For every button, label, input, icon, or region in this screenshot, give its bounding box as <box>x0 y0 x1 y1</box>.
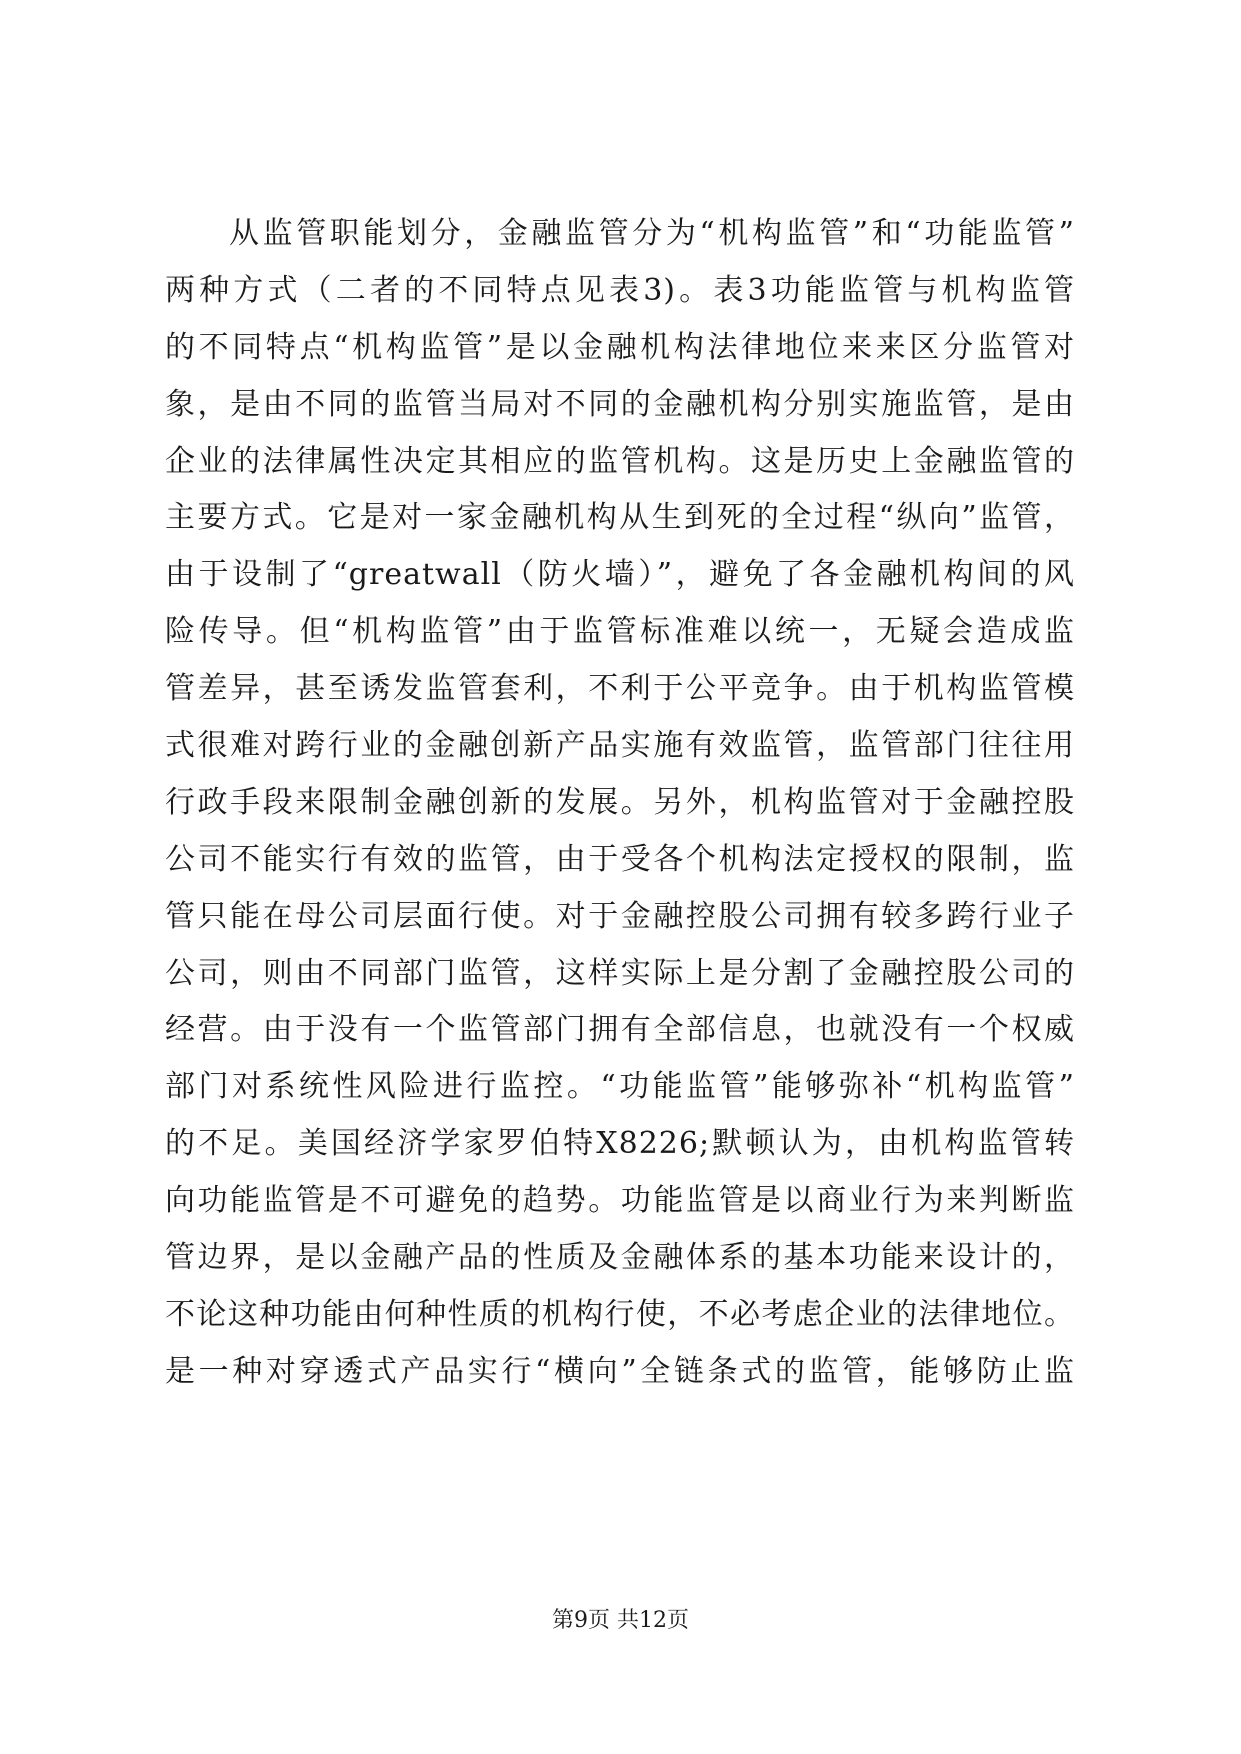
text-line: 主要方式。它是对一家金融机构从生到死的全过程“纵向”监管， <box>165 500 1075 536</box>
text-line: 管只能在母公司层面行使。对于金融控股公司拥有较多跨行业子 <box>165 898 1075 934</box>
page-number-footer: 第9页 共12页 <box>552 1608 689 1633</box>
text-line: 由于设制了“greatwall（防火墙）”，避免了各金融机构间的风 <box>165 557 1075 593</box>
text-line: 象，是由不同的监管当局对不同的金融机构分别实施监管，是由 <box>165 386 1075 422</box>
text-line: 不论这种功能由何种性质的机构行使，不必考虑企业的法律地位。 <box>165 1296 1075 1332</box>
text-line: 部门对系统性风险进行监控。“功能监管”能够弥补“机构监管” <box>165 1069 1075 1105</box>
text-line: 两种方式（二者的不同特点见表3)。表3功能监管与机构监管 <box>165 272 1075 308</box>
text-line: 企业的法律属性决定其相应的监管机构。这是历史上金融监管的 <box>165 443 1075 479</box>
text-line: 行政手段来限制金融创新的发展。另外，机构监管对于金融控股 <box>165 784 1075 820</box>
body-paragraph <box>165 206 1075 1401</box>
text-line: 经营。由于没有一个监管部门拥有全部信息，也就没有一个权威 <box>165 1012 1075 1048</box>
text-line: 向功能监管是不可避免的趋势。功能监管是以商业行为来判断监 <box>165 1183 1075 1219</box>
text-line: 的不足。美国经济学家罗伯特X8226;默顿认为，由机构监管转 <box>165 1126 1075 1162</box>
text-line: 是一种对穿透式产品实行“横向”全链条式的监管，能够防止监 <box>165 1353 1075 1389</box>
text-line: 公司，则由不同部门监管，这样实际上是分割了金融控股公司的 <box>165 955 1075 991</box>
text-line: 管差异，甚至诱发监管套利，不利于公平竞争。由于机构监管模 <box>165 671 1075 707</box>
text-line: 式很难对跨行业的金融创新产品实施有效监管，监管部门往往用 <box>165 728 1075 764</box>
text-line: 险传导。但“机构监管”由于监管标准难以统一，无疑会造成监 <box>165 614 1075 650</box>
text-line: 公司不能实行有效的监管，由于受各个机构法定授权的限制，监 <box>165 841 1075 877</box>
text-line: 的不同特点“机构监管”是以金融机构法律地位来来区分监管对 <box>165 329 1075 365</box>
text-line: 管边界，是以金融产品的性质及金融体系的基本功能来设计的， <box>165 1240 1075 1276</box>
text-line: 从监管职能划分，金融监管分为“机构监管”和“功能监管” <box>229 216 1075 251</box>
